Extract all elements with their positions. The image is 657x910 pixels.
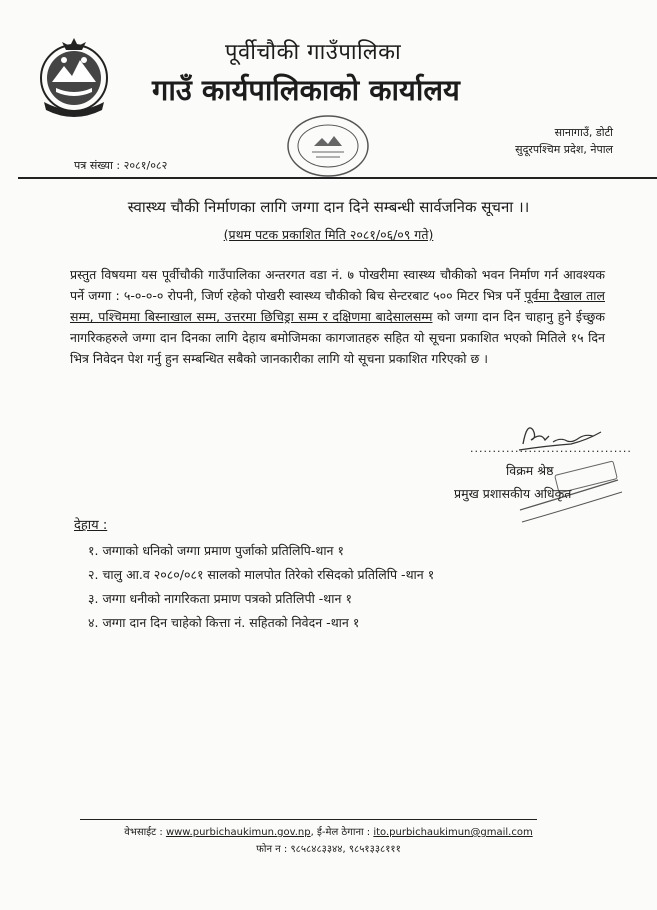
publication-date bbox=[0, 226, 657, 243]
nepal-emblem-logo bbox=[38, 32, 110, 122]
notice-body bbox=[70, 264, 605, 369]
annex-heading: देहाय : bbox=[74, 518, 108, 533]
reference-number: पत्र संख्या : २०८१/०८२ bbox=[74, 159, 168, 172]
annex-item: २. चालु आ.व २०८०/०८१ सालको मालपोत तिरेको रसिदको प्रतिलिपि -थान १ bbox=[88, 567, 435, 582]
footer-contact bbox=[0, 824, 657, 838]
address-line-2: सुदूरपश्चिम प्रदेश, नेपाल bbox=[515, 143, 613, 156]
website-link[interactable]: www.purbichaukimun.gov.np bbox=[165, 827, 311, 838]
website-label: वेभसाईट : bbox=[124, 827, 163, 838]
publication-date-text: (प्रथम पटक प्रकाशित मिति २०८१/०६/०९ गते) bbox=[223, 227, 434, 242]
email-label: , ई-मेल ठेगाना : bbox=[310, 827, 371, 838]
notice-body-part-1: प्रस्तुत विषयमा यस पूर्वीचौकी गाउँपालिका अन्तरगत वडा नं. ७ पोखरीमा स्वास्थ्य चौकीको भवन निर्माण गर्न आवश्यक पर्ने जग्गा : ५-०-०-० रोपनी, जिर्ण रहेको पोखरी स्वास्थ्य चौकीको बिच सेन्टरबाट ५०० मिटर भित्र पर्ने bbox=[70, 267, 605, 303]
annex-item: ४. जग्गा दान दिन चाहेको कित्ता नं. सहितको निवेदन -थान १ bbox=[88, 615, 360, 630]
footer-divider bbox=[80, 819, 537, 820]
signature-line: .................................... bbox=[470, 442, 632, 455]
notice-body-boundaries: पूर्वमा दैखाल ताल सम्म, पश्चिममा बिस्नाखाल सम्म, उत्तरमा छिचिड्रा सम्म र दक्षिणमा बादेसालसम्म bbox=[70, 288, 605, 324]
notice-body-part-2: को जग्गा दान दिन चाहानु हुने ईच्छुक नागरिकहरुले जग्गा दान दिनका लागि देहाय बमोजिमका कागजातहरु सहित यो सूचना प्रकाशित भएको मितिले १५ दिन भित्र निवेदन पेश गर्नु हुन सम्बन्धित सबैको जानकारीका लागि यो सूचना प्रकाशित गरिएको छ । bbox=[70, 309, 605, 366]
signatory-name: विक्रम श्रेष्ठ bbox=[506, 463, 554, 478]
office-stamp bbox=[282, 112, 374, 180]
address-line-1: सानागाउँ, डोटी bbox=[554, 126, 613, 139]
office-name: पूर्वीचौकी गाउँपालिका bbox=[225, 40, 402, 65]
footer-phone: फोन न : ९८५८४८३३४४, ९८५१३३८१११ bbox=[256, 844, 401, 855]
header-divider bbox=[18, 177, 657, 179]
annex-list bbox=[88, 539, 434, 635]
annex-item: १. जग्गाको धनिको जग्गा प्रमाण पुर्जाको प्रतिलिपि-थान १ bbox=[88, 543, 344, 558]
notice-title: स्वास्थ्य चौकी निर्माणका लागि जग्गा दान दिने सम्बन्धी सार्वजनिक सूचना ।। bbox=[127, 198, 530, 216]
email-link[interactable]: ito.purbichaukimun@gmail.com bbox=[373, 827, 533, 838]
office-title: गाउँ कार्यपालिकाको कार्यालय bbox=[152, 73, 460, 107]
annex-item: ३. जग्गा धनीको नागरिकता प्रमाण पत्रको प्रतिलिपी -थान १ bbox=[88, 591, 352, 606]
signatory-role: प्रमुख प्रशासकीय अधिकृत bbox=[454, 486, 572, 501]
